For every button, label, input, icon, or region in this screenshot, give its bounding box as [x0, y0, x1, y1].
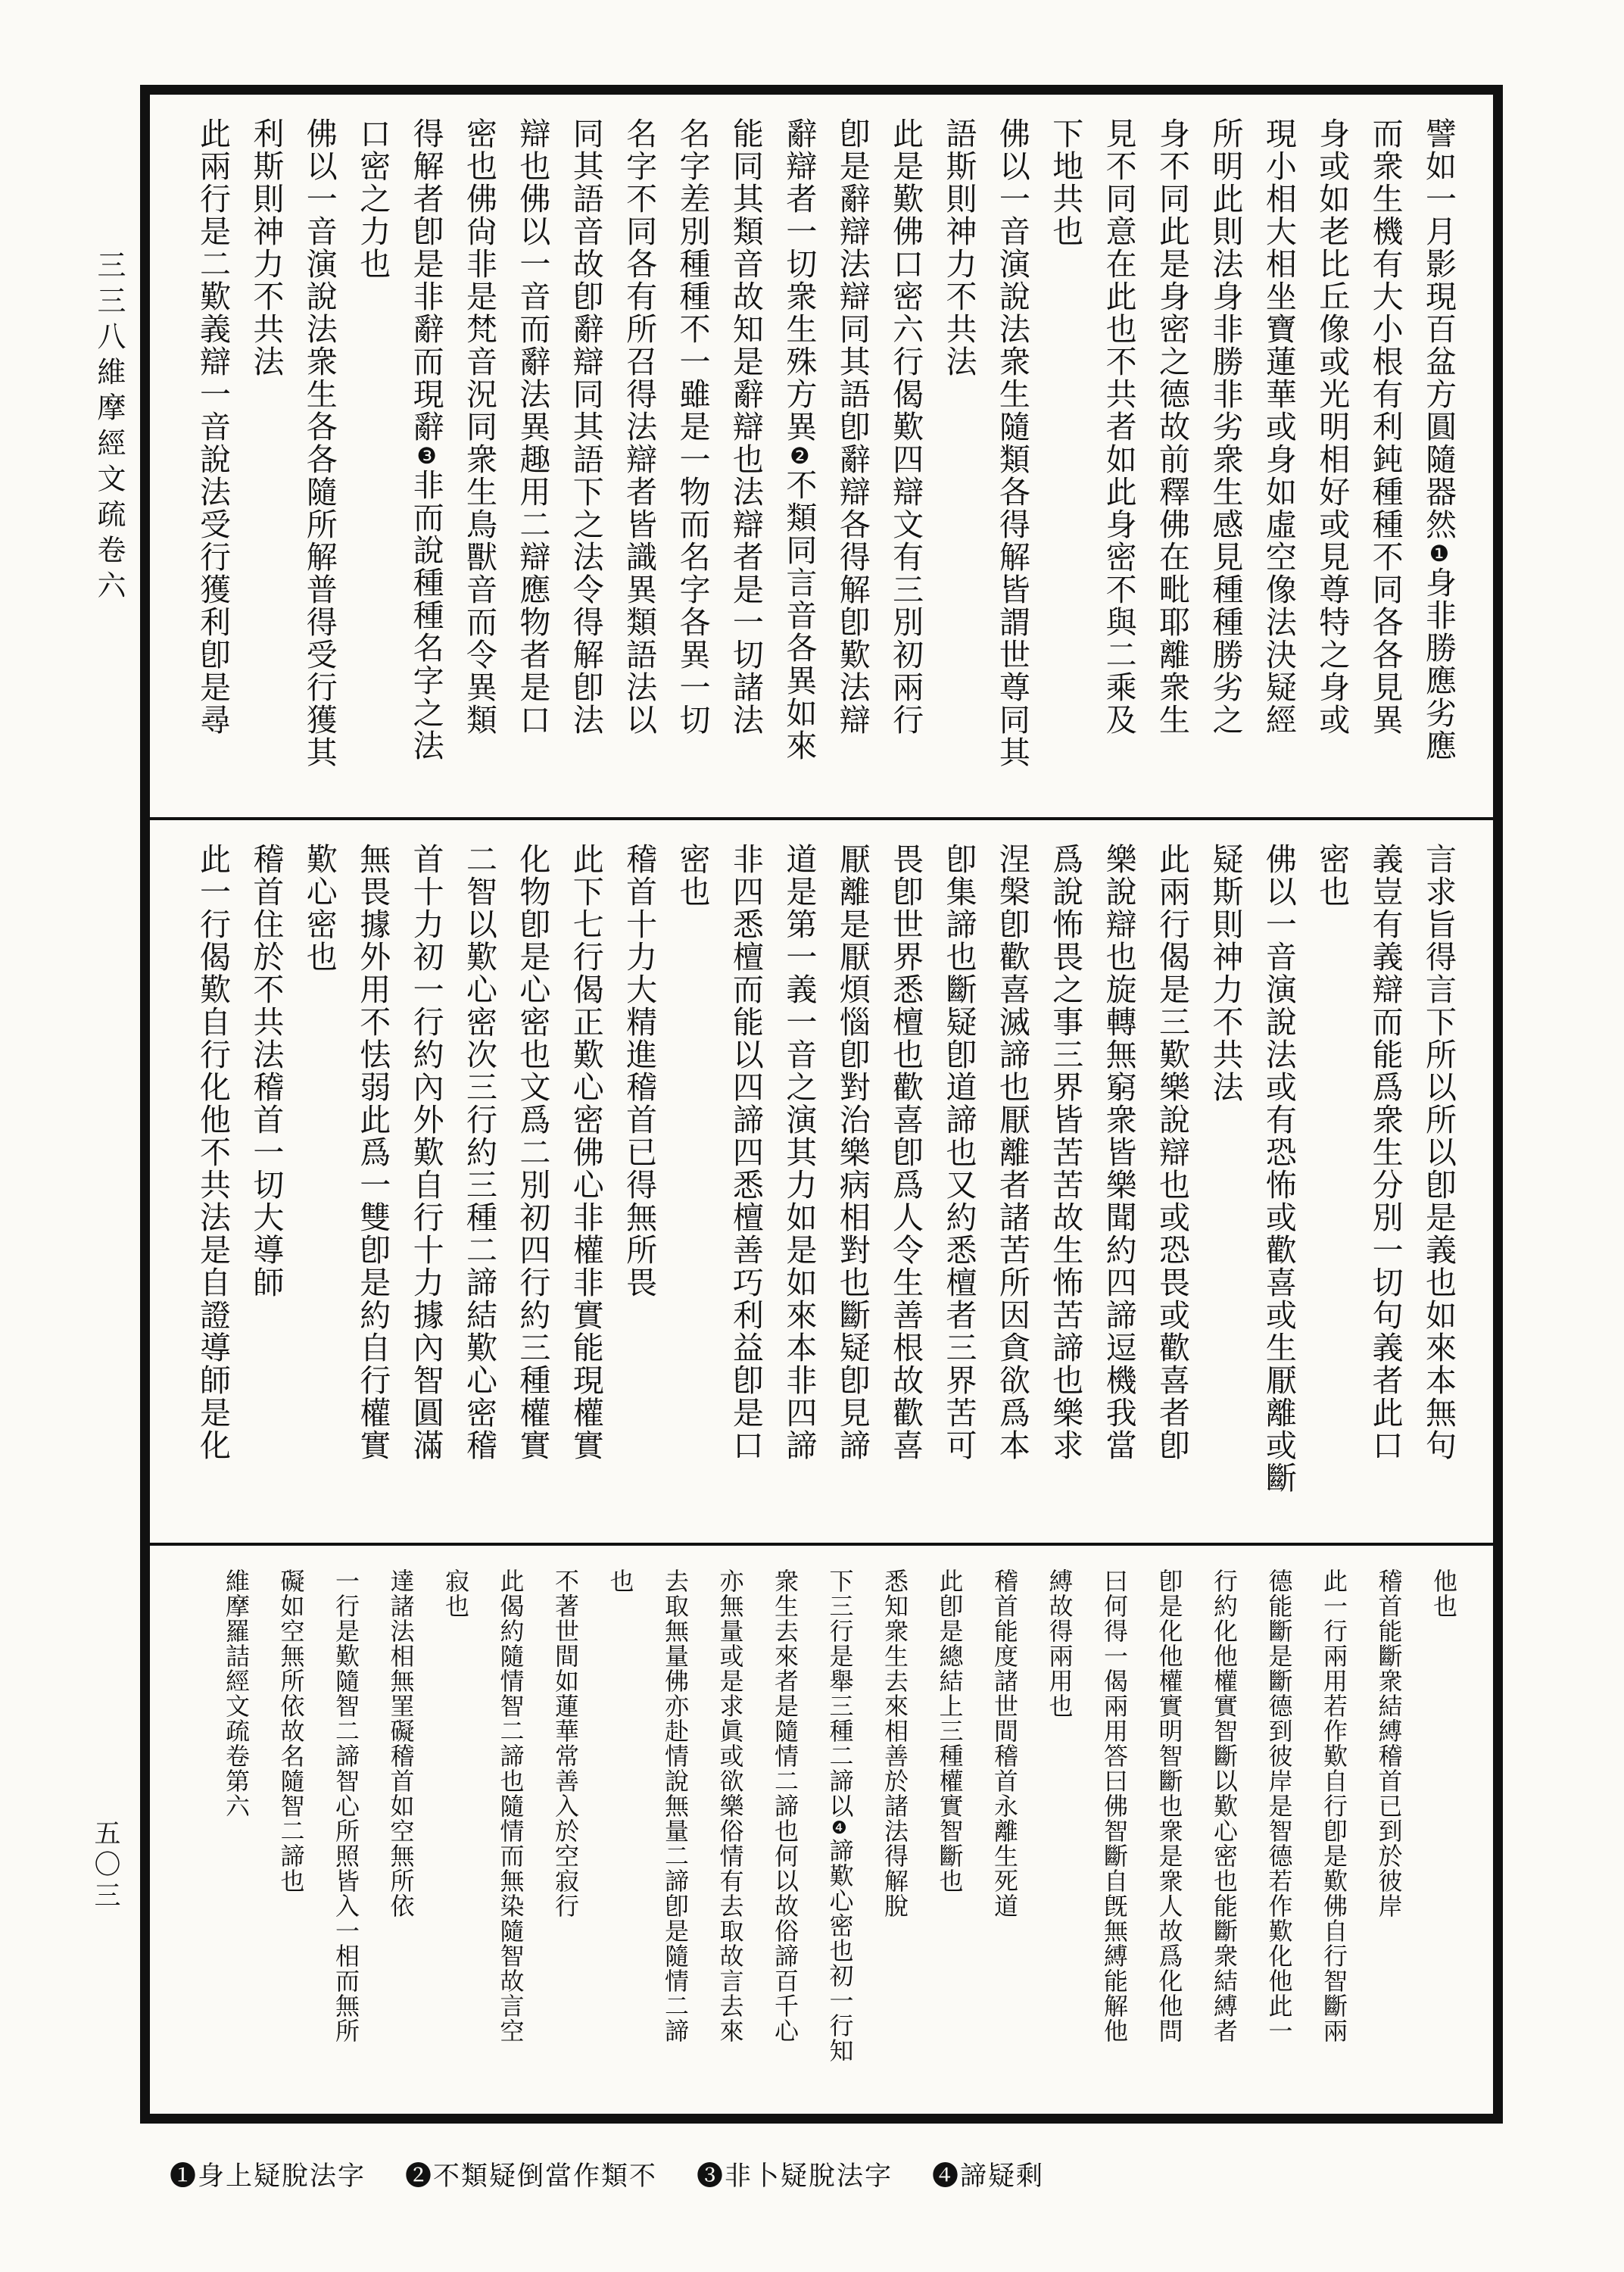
running-title: 維摩經文疏卷六 — [92, 357, 124, 606]
text-column: 卽是辭辯法辯同其語卽辭辯各得解卽歎法辯 — [834, 117, 870, 736]
text-column: 厭離是厭煩惱卽對治樂病相對也斷疑卽見諦 — [834, 843, 870, 1462]
text-column: 下三行是舉三種二諦以❹諦歎心密也初一行知 — [826, 1568, 854, 2063]
text-column: 此一行偈歎自行化他不共法是自證導師是化 — [195, 843, 231, 1462]
text-column: 稽首住於不共法稽首一切大導師 — [248, 843, 284, 1299]
text-column: 見不同意在此也不共者如此身密不與二乘及 — [1101, 117, 1136, 736]
text-column: 此是歎佛口密六行偈歎四辯文有三別初兩行 — [888, 117, 924, 736]
text-column: 身不同此是身密之德故前釋佛在毗耶離衆生 — [1155, 117, 1190, 736]
text-column: 譬如一月影現百盆方圓隨器然❶身非勝應劣應 — [1421, 117, 1456, 762]
text-column: 義豈有義辯而能爲衆生分別一切句義者此口 — [1367, 843, 1403, 1462]
text-column: 而衆生機有大小根有利鈍種種不同各各見異 — [1367, 117, 1403, 736]
text-column: 達諸法相無罣礙稽首如空無所依 — [387, 1568, 415, 1918]
text-column: 也 — [606, 1568, 634, 1593]
text-column: 無畏據外用不怯弱此爲一雙卽是約自行權實 — [355, 843, 391, 1462]
margin-page-number: 五〇三 — [91, 1819, 120, 1912]
footnote: ❹諦疑剩 — [932, 2161, 1045, 2191]
text-column: 稽首能度諸世間稽首永離生死道 — [991, 1568, 1018, 1918]
text-column: 德能斷是斷德到彼岸是智德若作歎化他此一 — [1265, 1568, 1293, 2043]
text-column: 名字不同各有所召得法辯者皆識異類語法以 — [622, 117, 657, 736]
footnote-row — [170, 2155, 1083, 2193]
text-column: 歎心密也 — [301, 843, 337, 973]
footnote-marker-icon: ❶ — [1426, 541, 1451, 566]
footnote-marker-icon: ❸ — [413, 443, 438, 469]
text-column: 名字差別種種不一雖是一物而名字各異一切 — [675, 117, 710, 736]
text-column: 辯也佛以一音而辭法異趣用二辯應物者是口 — [515, 117, 550, 736]
text-column: 畏卽世界悉檀也歡喜卽爲人令生善根故歡喜 — [888, 843, 924, 1462]
text-column: 寂也 — [442, 1568, 469, 1618]
text-column: 悉知衆生去來相善於諸法得解脫 — [881, 1568, 909, 1918]
footnote: ❸非卜疑脫法字 — [697, 2161, 893, 2191]
text-column: 稽首十力大精進稽首已得無所畏 — [622, 843, 657, 1299]
folio-number: 三三八 — [92, 250, 124, 357]
text-column: 卽是化他權實明智斷也衆是衆人故爲化他問 — [1155, 1568, 1183, 2043]
text-column: 現小相大相坐寶蓮華或身如虛空像法決疑經 — [1261, 117, 1296, 736]
text-column: 所明此則法身非勝非劣衆生感見種種勝劣之 — [1208, 117, 1243, 736]
text-column: 身或如老比丘像或光明相好或見尊特之身或 — [1314, 117, 1350, 736]
text-column: 一行是歎隨智二諦智心所照皆入一相而無所 — [332, 1568, 360, 2043]
text-column: 口密之力也 — [355, 117, 391, 280]
text-column: 他也 — [1430, 1568, 1457, 1618]
text-column: 得解者卽是非辭而現辭❸非而說種種名字之法 — [408, 117, 444, 762]
text-band-top — [150, 95, 1493, 817]
text-column: 佛以一音演說法衆生隨類各得解皆謂世尊同其 — [994, 117, 1030, 769]
text-column: 樂說辯也旋轉無窮衆皆樂聞約四諦逗機我當 — [1101, 843, 1136, 1462]
text-column: 縛故得兩用也 — [1046, 1568, 1074, 1718]
text-column: 卽集諦也斷疑卽道諦也又約悉檀者三界苦可 — [941, 843, 977, 1462]
text-column: 此卽是總結上三種權實智斷也 — [936, 1568, 964, 1893]
text-column: 下地共也 — [1048, 117, 1083, 248]
text-column: 礙如空無所依故名隨智二諦也 — [277, 1568, 305, 1893]
text-frame — [140, 85, 1503, 2124]
text-column: 亦無量或是求眞或欲樂俗情有去取故言去來 — [716, 1568, 744, 2043]
text-column: 曰何得一偈兩用答曰佛智斷自旣無縛能解他 — [1101, 1568, 1128, 2043]
text-column: 疑斯則神力不共法 — [1208, 843, 1243, 1103]
text-column: 此偈約隨情智二諦也隨情而無染隨智故言空 — [497, 1568, 525, 2043]
text-column: 行約化他權實智斷以歎心密也能斷衆結縛者 — [1211, 1568, 1238, 2043]
text-column: 道是第一義一音之演其力如是如來本非四諦 — [781, 843, 817, 1462]
text-column: 能同其類音故知是辭辯也法辯者是一切諸法 — [728, 117, 763, 736]
text-column: 涅槃卽歡喜滅諦也厭離者諸苦所因貪欲爲本 — [994, 843, 1030, 1462]
margin-running-title — [88, 250, 129, 606]
text-column: 辭辯者一切衆生殊方異❷不類同言音各異如來 — [781, 117, 817, 762]
text-column: 利斯則神力不共法 — [248, 117, 284, 378]
text-column: 維摩羅詰經文疏卷第六 — [223, 1568, 250, 1818]
text-column: 二智以歎心密次三行約三種二諦結歎心密稽 — [461, 843, 497, 1462]
text-column: 密也 — [1314, 843, 1350, 908]
text-column: 稽首能斷衆結縛稽首已到於彼岸 — [1375, 1568, 1403, 1918]
text-column: 此兩行是二歎義辯一音說法受行獲利卽是尋 — [195, 117, 231, 736]
footnote-marker-icon: ❹ — [830, 1818, 850, 1838]
text-column: 衆生去來者是隨情二諦也何以故俗諦百千心 — [771, 1568, 799, 2043]
text-column: 去取無量佛亦赴情說無量二諦卽是隨情二諦 — [662, 1568, 689, 2043]
footnote: ❶身上疑脫法字 — [170, 2161, 366, 2191]
text-column: 此兩行偈是三歎樂說辯也或恐畏或歡喜者卽 — [1155, 843, 1190, 1462]
footnote: ❷不類疑倒當作類不 — [405, 2161, 658, 2191]
text-column: 首十力初一行約內外歎自行十力據內智圓滿 — [408, 843, 444, 1462]
text-column: 此一行兩用若作歎自行卽是歎佛自行智斷兩 — [1320, 1568, 1348, 2043]
text-band-bottom — [150, 1546, 1493, 2114]
text-column: 不著世間如蓮華常善入於空寂行 — [552, 1568, 579, 1918]
text-column: 非四悉檀而能以四諦四悉檀善巧利益卽是口 — [728, 843, 763, 1462]
text-column: 佛以一音演說法衆生各各隨所解普得受行獲其 — [301, 117, 337, 769]
text-column: 密也佛尙非是梵音況同衆生鳥獸音而令異類 — [461, 117, 497, 736]
text-column: 此下七行偈正歎心密佛心非權非實能現權實 — [568, 843, 603, 1462]
text-band-middle — [150, 820, 1493, 1543]
text-column: 語斯則神力不共法 — [941, 117, 977, 378]
text-column: 同其語音故卽辭辯同其語下之法令得解卽法 — [568, 117, 603, 736]
text-column: 化物卽是心密也文爲二別初四行約三種權實 — [515, 843, 550, 1462]
footnote-marker-icon: ❷ — [787, 443, 812, 469]
text-column: 言求旨得言下所以所以卽是義也如來本無句 — [1421, 843, 1456, 1462]
text-column: 佛以一音演說法或有恐怖或歡喜或生厭離或斷 — [1261, 843, 1296, 1494]
text-column: 密也 — [675, 843, 710, 908]
text-column: 爲說怖畏之事三界皆苦苦故生怖苦諦也樂求 — [1048, 843, 1083, 1462]
